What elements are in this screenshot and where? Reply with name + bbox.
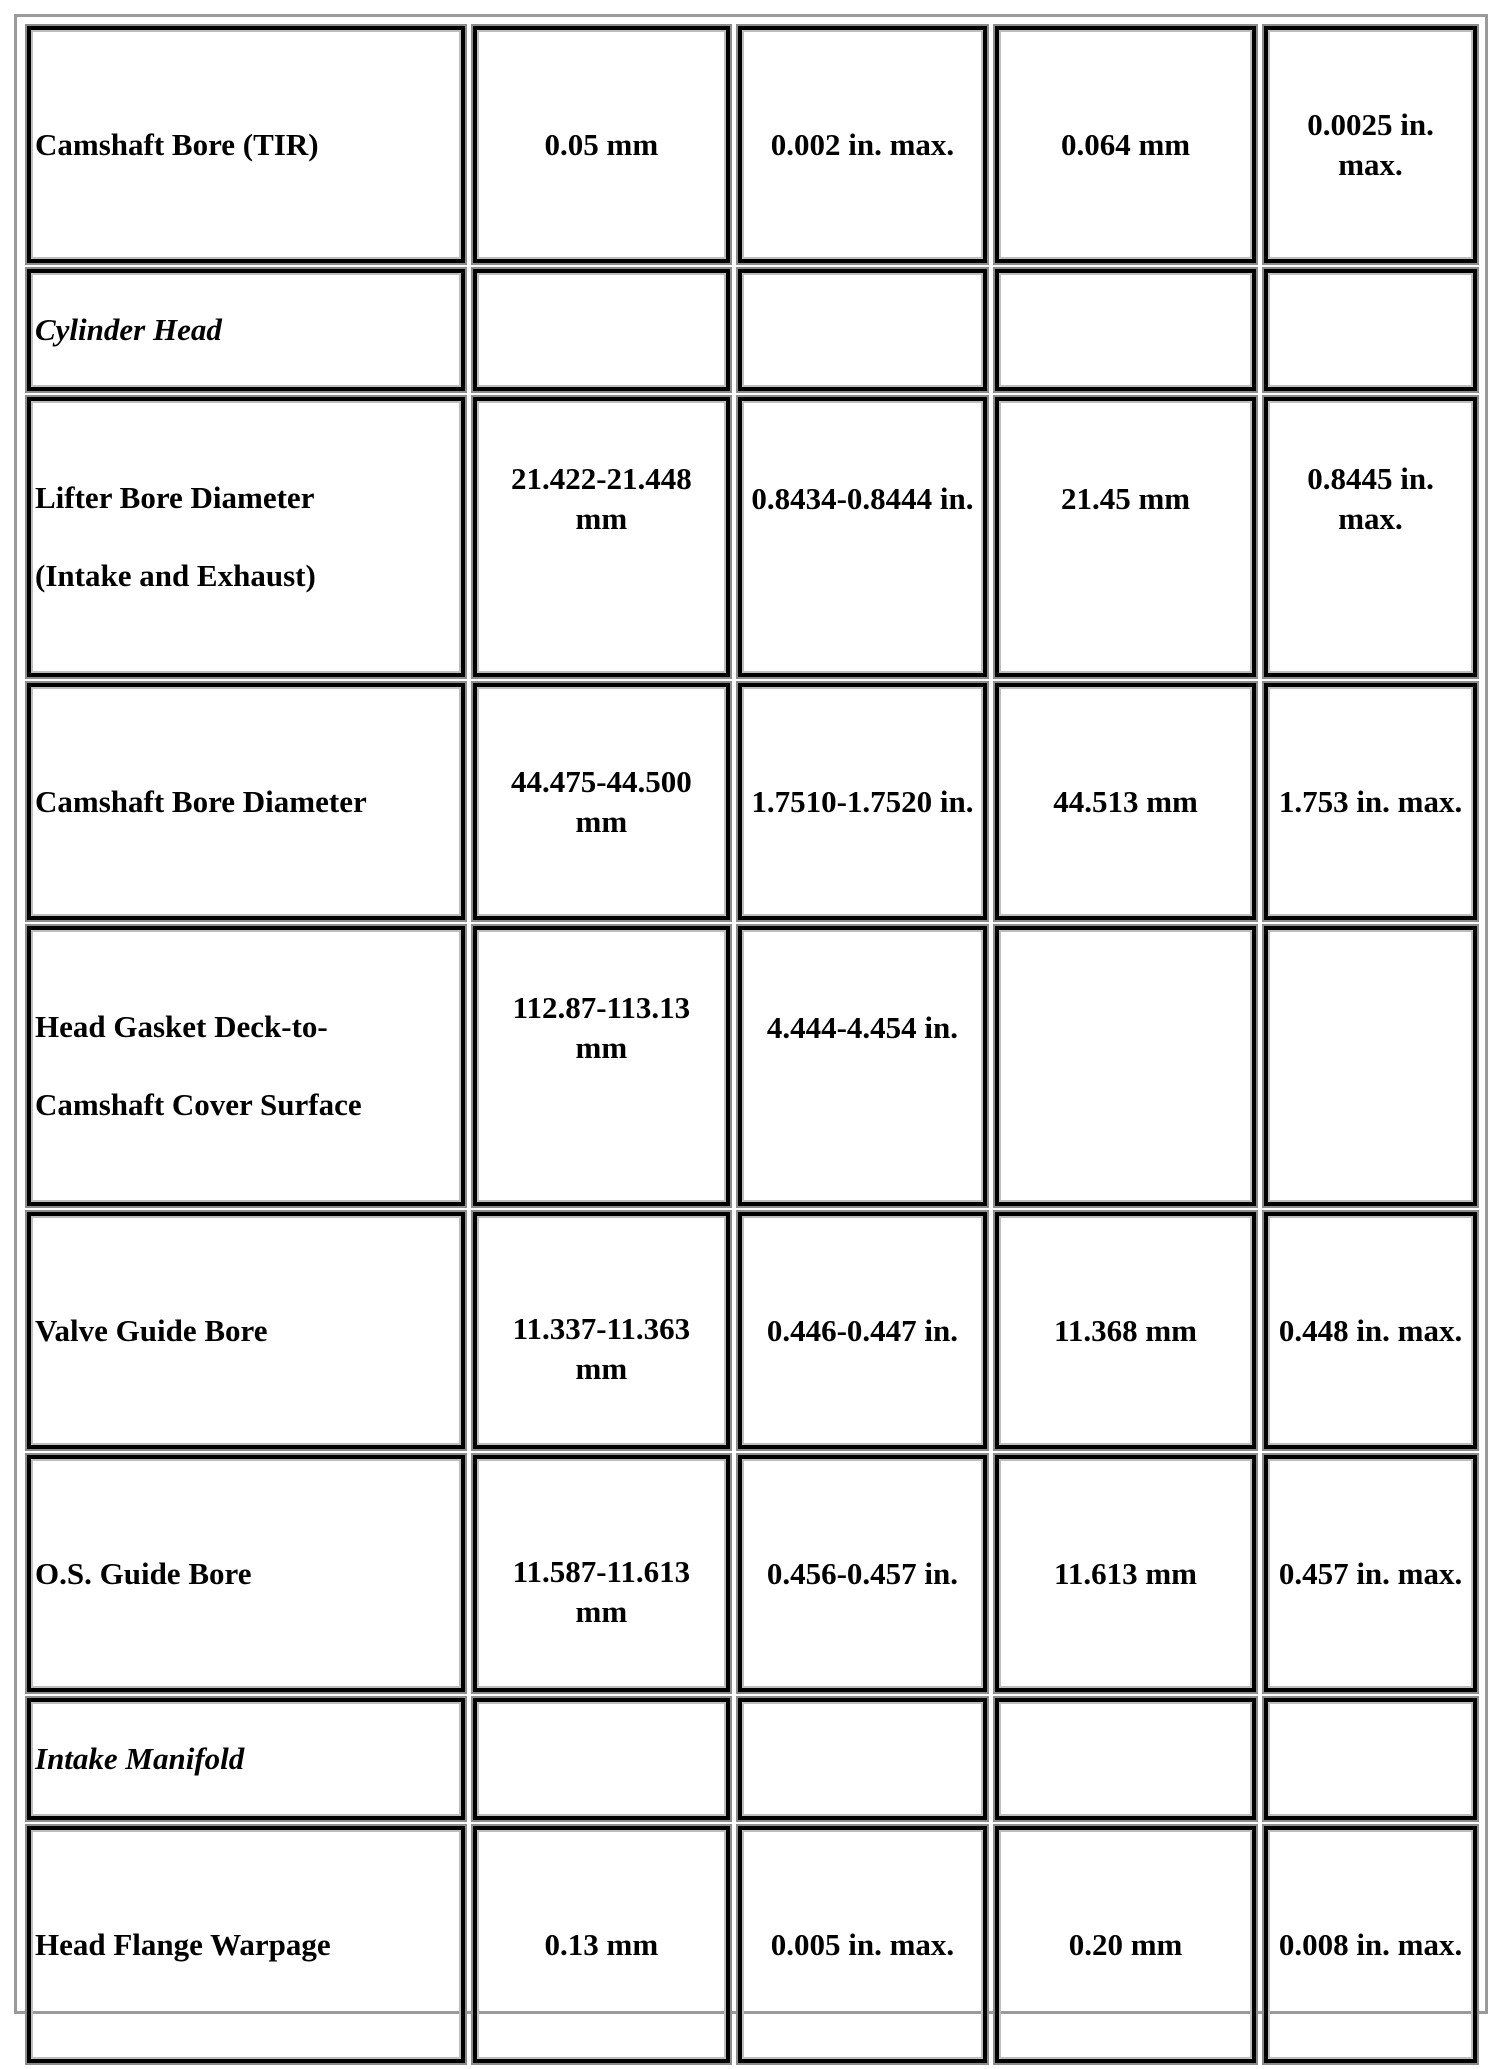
spec-value-cell <box>995 926 1256 1206</box>
spec-value: 21.422-21.448 mm <box>510 461 692 536</box>
spec-label: Valve Guide Bore <box>35 1312 268 1348</box>
empty-cell <box>995 1698 1256 1820</box>
empty-cell <box>1264 1698 1477 1820</box>
spec-value: 0.0025 in. max. <box>1307 106 1434 182</box>
spec-value-cell <box>473 1455 730 1692</box>
spec-value-cell <box>738 26 987 263</box>
spec-value: 0.446-0.447 in. <box>766 1312 959 1348</box>
spec-value-cell <box>473 926 730 1206</box>
spec-value-cell <box>995 397 1256 677</box>
spec-value-cell <box>1264 397 1477 677</box>
table-row <box>27 26 1477 263</box>
spec-value: 11.337-11.363 mm <box>512 1310 691 1386</box>
spec-label: Head Flange Warpage <box>35 1926 331 1962</box>
spec-value: 44.513 mm <box>1053 783 1198 819</box>
spec-value-cell <box>473 397 730 677</box>
spec-value-cell <box>995 1455 1256 1692</box>
table-row <box>27 683 1477 920</box>
spec-value: 0.064 mm <box>1060 126 1191 162</box>
spec-value: 11.368 mm <box>1054 1312 1197 1348</box>
spec-value: 1.7510-1.7520 in. <box>751 783 974 819</box>
spec-value-cell <box>995 26 1256 263</box>
spec-value-cell <box>1264 683 1477 920</box>
table-row <box>27 1455 1477 1692</box>
spec-value-cell <box>1264 1212 1477 1449</box>
spec-value: 0.20 mm <box>1068 1926 1183 1962</box>
spec-value: 0.8434-0.8444 in. <box>751 481 974 516</box>
empty-cell <box>738 1698 987 1820</box>
spec-value: 44.475-44.500 mm <box>510 763 692 839</box>
spec-value: 0.008 in. max. <box>1278 1926 1463 1962</box>
spec-label: O.S. Guide Bore <box>35 1555 252 1591</box>
spec-label: Camshaft Bore (TIR) <box>35 126 319 162</box>
section-label-cell <box>27 1698 465 1820</box>
table-row <box>27 1826 1477 2063</box>
spec-label-line: (Intake and Exhaust) <box>35 558 316 593</box>
spec-label-cell <box>27 926 465 1206</box>
spec-label-cell <box>27 26 465 263</box>
spec-value: 0.13 mm <box>544 1926 659 1962</box>
spec-label-cell <box>27 1212 465 1449</box>
spec-value: 0.002 in. max. <box>770 126 955 162</box>
empty-cell <box>738 269 987 391</box>
spec-value-cell <box>738 1212 987 1449</box>
spec-value-cell <box>1264 1455 1477 1692</box>
spec-value: 0.8445 in. max. <box>1307 461 1434 536</box>
spec-value-cell <box>1264 926 1477 1206</box>
spec-label-line: Camshaft Cover Surface <box>35 1087 362 1122</box>
spec-value: 112.87-113.13 mm <box>512 990 691 1065</box>
table-row <box>27 397 1477 677</box>
spec-sheet <box>14 14 1488 2014</box>
spec-value-cell <box>473 1212 730 1449</box>
spec-value: 11.587-11.613 mm <box>512 1553 691 1629</box>
empty-cell <box>473 269 730 391</box>
spec-value: 11.613 mm <box>1054 1555 1197 1591</box>
spec-label-line: Head Gasket Deck-to- <box>35 1009 328 1044</box>
empty-cell <box>995 269 1256 391</box>
section-label: Cylinder Head <box>35 312 222 347</box>
spec-value-cell <box>738 926 987 1206</box>
spec-value-cell <box>995 1826 1256 2063</box>
spec-value-cell <box>1264 1826 1477 2063</box>
table-row <box>27 926 1477 1206</box>
spec-value-cell <box>473 683 730 920</box>
spec-value: 0.456-0.457 in. <box>766 1555 959 1591</box>
section-row <box>27 1698 1477 1820</box>
spec-label: Camshaft Bore Diameter <box>35 783 367 819</box>
spec-value-cell <box>473 1826 730 2063</box>
spec-value-cell <box>473 26 730 263</box>
empty-cell <box>1264 269 1477 391</box>
spec-label-line: Lifter Bore Diameter <box>35 480 315 515</box>
spec-value-cell <box>738 1826 987 2063</box>
spec-value: 0.457 in. max. <box>1278 1555 1463 1591</box>
spec-value: 4.444-4.454 in. <box>766 1010 959 1045</box>
section-label: Intake Manifold <box>35 1741 245 1776</box>
section-label-cell <box>27 269 465 391</box>
section-row <box>27 269 1477 391</box>
spec-value-cell <box>1264 26 1477 263</box>
table-row <box>27 1212 1477 1449</box>
spec-value: 21.45 mm <box>1060 481 1191 516</box>
spec-value-cell <box>738 397 987 677</box>
spec-value: 0.005 in. max. <box>770 1926 955 1962</box>
empty-cell <box>473 1698 730 1820</box>
spec-label-cell <box>27 1826 465 2063</box>
spec-value-cell <box>995 1212 1256 1449</box>
spec-value-cell <box>738 683 987 920</box>
spec-value: 1.753 in. max. <box>1278 783 1463 819</box>
spec-value: 0.448 in. max. <box>1278 1312 1463 1348</box>
spec-label-cell <box>27 1455 465 1692</box>
spec-value-cell <box>738 1455 987 1692</box>
spec-value: 0.05 mm <box>544 126 659 162</box>
spec-value-cell <box>995 683 1256 920</box>
spec-label-cell <box>27 683 465 920</box>
engine-spec-table <box>19 20 1485 2069</box>
spec-label-cell <box>27 397 465 677</box>
